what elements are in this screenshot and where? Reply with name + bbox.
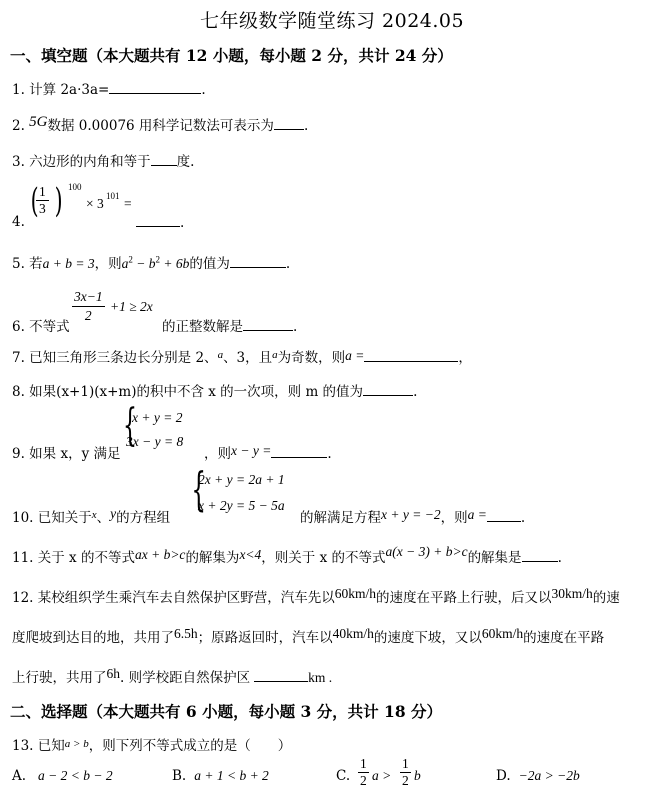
question-10 [12,462,652,526]
equals-sign: = [124,196,132,211]
equation-1: 2x + y = 2a + 1 [198,472,285,487]
page-title: 七年级数学随堂练习 2024.05 [200,10,465,32]
question-5: 5. 若a + b = 3，则$a^2 - b^2 + 6b$的值为 . [12,254,291,272]
option-b-label: B. [172,768,187,784]
exponent-101: 101 [106,191,120,201]
question-2: 2. 5G数据 0.00076 用科学记数法可表示为 . [12,114,309,134]
question-11-text2: ，则关于 x 的不等式 [261,550,386,566]
question-13 [12,734,291,754]
exponent-100: 100 [68,182,82,192]
denominator: 3 [39,200,46,216]
numerator: 3x−1 [72,288,105,307]
a-equals: a = [467,507,487,522]
system-brace: { [123,400,137,451]
option-c-label: C. [336,768,351,784]
right-paren: ) [54,181,63,221]
question-6-tail: 的正整数解是 . [162,319,298,335]
half-fraction-2 [400,756,411,789]
question-12-line3 [12,666,332,686]
inequality-2: a(x − 3) + b>c [385,544,468,559]
question-4 [12,181,212,234]
answer-blank [487,509,521,522]
question-3 [12,150,194,170]
time-6h: 6h [106,666,120,681]
question-10-text3: ，则 [440,510,468,526]
inequality-fraction [72,288,105,324]
denominator: 2 [84,307,92,323]
q12-text-a: 12. 某校组织学生乘汽车去自然保护区野营，汽车先以 [12,590,335,606]
question-12-line1 [12,586,620,606]
half-fraction-1 [358,756,369,789]
question-2-tag: 5G [29,114,48,130]
question-7-part3: 为奇数，则 [277,350,346,366]
fraction-one-third [36,184,49,216]
a-equals: a = [345,348,365,363]
q12-text-e: ；原路返回时，汽车以 [197,630,333,646]
answer-blank [151,153,177,166]
separator: 、 [96,510,111,526]
section2-heading: 二、选择题（本大题共有 6 小题，每小题 3 分，共计 18 分） [10,702,443,721]
speed-60-return: 60km/h [481,626,524,641]
question-5-prefix: 5. 若 [12,256,43,272]
question-10-text2: 的解满足方程 [300,510,381,526]
answer-blank: . [136,214,184,231]
inequality-1: ax + b>c [134,547,186,562]
option-a[interactable] [12,768,113,784]
question-8: 8. 如果(x+1)(x+m)的积中不含 x 的一次项，则 m 的值为 . [12,384,418,400]
option-a-expr: a − 2 < b − 2 [38,768,113,783]
question-6-prefix: 6. 不等式 [12,319,70,335]
expr-b: − b [132,256,156,271]
inequality-rest: +1 ≥ 2x [110,299,153,314]
expr-6b: + 6b [160,256,190,271]
q12-text-g: 的速度在平路 [523,630,605,646]
question-13-suffix: ，则下列不等式成立的是（ ） [88,738,292,754]
equation-2: x + 2y = 5 − 5a [198,498,285,513]
question-1: 1. 计算 2a·3a= . [12,82,206,98]
equation-1: x + y = 2 [132,410,183,425]
expr-a: a [121,256,129,271]
speed-40: 40km/h [332,626,374,641]
option-d[interactable] [496,768,580,784]
answer-blank [254,669,308,682]
unit-km: km . [308,670,333,685]
var-y: y [110,506,117,521]
sum-condition: x + y = −2 [381,507,441,522]
numerator: 1 [36,184,49,201]
speed-30: 30km/h [551,586,593,601]
answer-blank [243,318,293,331]
q12-text-b: 的速度在平路上行驶，后又以 [376,590,552,606]
option-b[interactable] [172,768,269,784]
q12-text-f: 的速度下坡，又以 [373,630,482,646]
option-c[interactable] [336,756,456,796]
question-10-mid: 的方程组 [116,510,171,526]
question-10-lead: 10. 已知关于 [12,510,92,526]
answer-blank [230,255,286,268]
answer-blank [109,81,201,94]
q12-text-h: 上行驶，共用了 [12,670,107,686]
square: 2 [155,254,161,265]
question-11: 11. 关于 x 的不等式ax + b>c的解集为x<4，则关于 x 的不等式a(x − 3) + b>c的解集是 . [12,544,562,566]
q12-text-d: 度爬坡到达目的地，共用了 [12,630,174,646]
speed-60: 60km/h [334,586,377,601]
question-6 [12,288,342,335]
question-5-suffix: 的值为 [189,256,230,272]
numerator: 1 [400,756,411,773]
option-c-end: b [414,768,421,783]
q12-text-c: 的速 [592,590,620,606]
q12-text-i: . 则学校距自然保护区 [120,670,251,686]
time-6-5h: 6.5h [174,626,198,641]
answer-blank [522,549,558,562]
question-9-prefix: 9. 如果 x，y 满足 [12,446,121,462]
system-brace: { [191,462,206,516]
option-c-mid: a > [372,768,392,783]
question-13-prefix: 13. 已知 [12,738,65,754]
question-7: 7. 已知三角形三条边长分别是 2、$^a$、3，且$^a$为奇数，则a = ， [12,348,472,366]
question-9-then: ，则 [204,446,231,462]
a-greater-b: a > b [64,738,89,750]
question-3-text: 3. 六边形的内角和等于 [12,154,151,170]
question-9 [12,400,342,462]
section1-heading: 一、填空题（本大题共有 12 小题，每小题 2 分，共计 24 分） [10,46,453,65]
question-7-part1: 7. 已知三角形三条边长分别是 2、 [12,350,218,366]
question-11-prefix: 11. 关于 x 的不等式 [12,550,135,566]
var-a: a [217,349,224,361]
question-12-line2 [12,626,604,646]
option-b-expr: a + 1 < b + 2 [194,768,269,783]
var-a: a [272,349,278,361]
solution-set: x<4 [239,547,262,562]
x-minus-y: x − y = [231,443,272,458]
var-x: x [91,509,97,521]
times-three: × 3 [86,196,104,211]
denominator: 2 [360,773,367,789]
question-9-tail: ，则x − y = . [204,443,332,462]
question-2-text: 数据 0.00076 用科学记数法可表示为 [47,118,274,134]
question-3-unit: 度. [176,154,195,170]
square: 2 [128,254,133,265]
denominator: 2 [402,773,409,789]
answer-blank [363,383,413,396]
question-10-tail: 的解满足方程x + y = −2，则a = . [300,507,526,526]
option-a-label: A. [12,768,27,784]
question-11-mid: 的解集为 [185,550,240,566]
answer-blank [274,117,304,130]
condition-expr: a + b = 3 [42,256,95,271]
option-d-label: D. [496,768,511,784]
option-d-expr: −2a > −2b [518,768,580,783]
question-8-text: 8. 如果(x+1)(x+m)的积中不含 x 的一次项，则 m 的值为 [12,384,364,400]
left-paren: ( [30,181,39,221]
equation-2: 3x − y = 8 [126,434,184,449]
question-2-number: 2. [12,118,30,134]
answer-blank [364,349,458,362]
question-5-then: ，则 [94,256,122,272]
question-4-number: 4. [12,214,25,230]
numerator: 1 [358,756,369,773]
question-1-text: 1. 计算 2a·3a= [12,82,110,98]
question-11-suffix: 的解集是 [467,550,522,566]
answer-blank [271,445,327,458]
question-10-prefix [12,506,170,526]
question-7-part2: 、3，且 [223,350,273,366]
question-6-suffix: 的正整数解是 [162,319,243,335]
